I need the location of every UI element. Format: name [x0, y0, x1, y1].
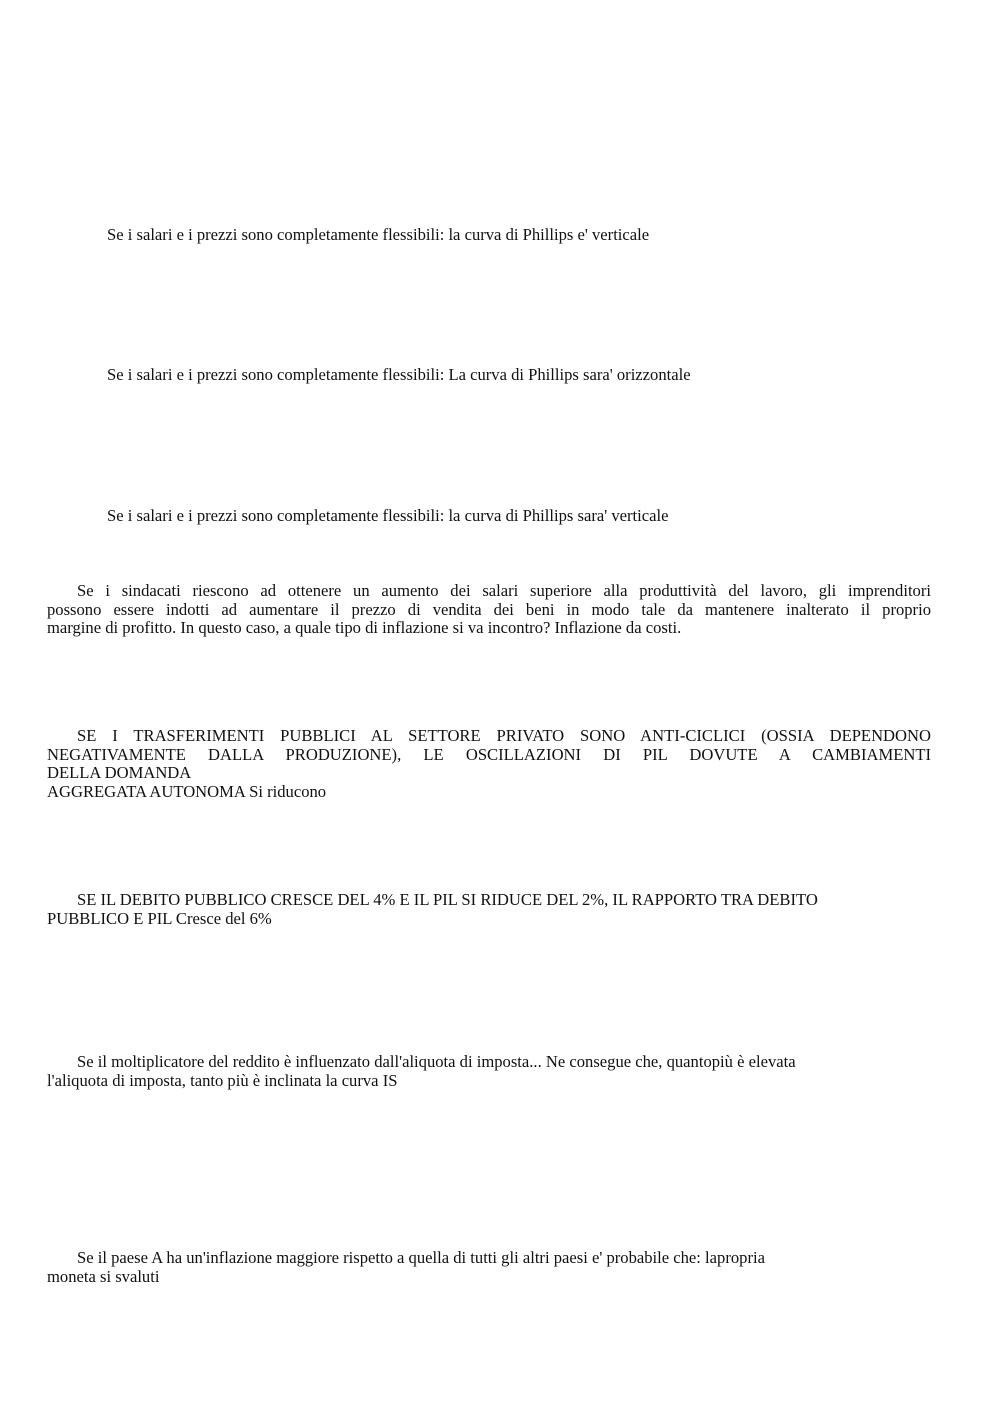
paragraph-4-line-1: Se i sindacati riescono ad ottenere un aumento dei salari superiore alla produttività del lavoro, gli imprenditori	[77, 581, 931, 600]
paragraph-8-line-1: Se il paese A ha un'inflazione maggiore rispetto a quella di tutti gli altri paesi e' probabile che: lapropria	[77, 1248, 765, 1267]
paragraph-5-line-2: NEGATIVAMENTE DALLA PRODUZIONE), LE OSCILLAZIONI DI PIL DOVUTE A CAMBIAMENTI	[47, 744, 931, 764]
paragraph-4-line-2: possono essere indotti ad aumentare il prezzo di vendita dei beni in modo tale da mantenere inalterato il proprio	[47, 599, 931, 619]
paragraph-8	[47, 1249, 931, 1286]
paragraph-5-line-1: SE I TRASFERIMENTI PUBBLICI AL SETTORE PRIVATO SONO ANTI-CICLICI (OSSIA DEPENDONO	[77, 726, 931, 745]
paragraph-5-line-3: DELLA DOMANDA	[47, 763, 192, 782]
paragraph-7-line-2: l'aliquota di imposta, tanto più è inclinata la curva IS	[47, 1070, 398, 1090]
paragraph-4	[47, 582, 931, 638]
paragraph-4-line-3: margine di profitto. In questo caso, a quale tipo di inflazione si va incontro? Inflazione da costi.	[47, 618, 682, 637]
paragraph-7	[47, 1053, 931, 1090]
paragraph-6	[47, 891, 931, 928]
paragraph-1-line-1: Se i salari e i prezzi sono completamente flessibili: la curva di Phillips e' verticale	[107, 225, 650, 244]
paragraph-3-line-1: Se i salari e i prezzi sono completamente flessibili: la curva di Phillips sara' verticale	[107, 506, 669, 525]
paragraph-7-line-1: Se il moltiplicatore del reddito è influenzato dall'aliquota di imposta... Ne consegue che, quantopiù è elevata	[77, 1052, 796, 1071]
paragraph-3	[47, 507, 931, 526]
paragraph-1	[47, 226, 931, 245]
paragraph-5-line-4: AGGREGATA AUTONOMA Si riducono	[47, 781, 327, 801]
paragraph-6-line-2: PUBBLICO E PIL Cresce del 6%	[47, 908, 272, 928]
paragraph-5	[47, 727, 931, 801]
paragraph-2	[47, 366, 931, 385]
paragraph-8-line-2: moneta si svaluti	[47, 1266, 160, 1286]
paragraph-2-line-1: Se i salari e i prezzi sono completamente flessibili: La curva di Phillips sara' orizzontale	[107, 365, 691, 384]
paragraph-6-line-1: SE IL DEBITO PUBBLICO CRESCE DEL 4% E IL PIL SI RIDUCE DEL 2%, IL RAPPORTO TRA DEBITO	[77, 890, 818, 909]
